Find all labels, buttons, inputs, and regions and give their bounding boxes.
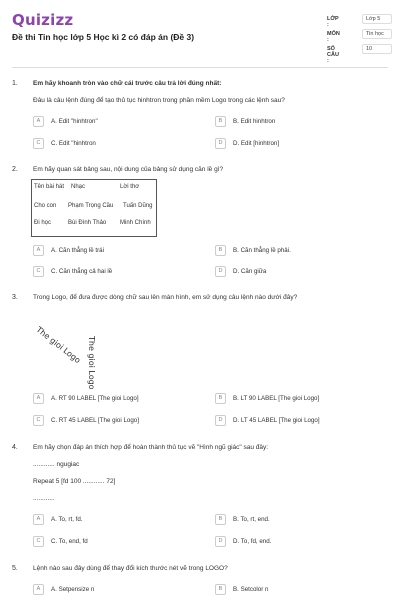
rotated-logo-text: The gioi Logo xyxy=(34,325,83,366)
option-text: C. Edit "hinhtron xyxy=(51,140,96,147)
option-4c[interactable] xyxy=(33,536,203,548)
question-number: 5. xyxy=(12,565,18,572)
option-3d[interactable] xyxy=(215,415,385,427)
option-letter-badge: D xyxy=(215,415,226,426)
option-letter-badge: A xyxy=(33,584,44,595)
code-line-1: ............ ngugiac xyxy=(33,461,80,468)
option-3a[interactable] xyxy=(33,393,203,405)
question-text: Em hãy khoanh tròn vào chữ cái trước câu trả lời đúng nhất: xyxy=(33,80,222,87)
page-header xyxy=(0,0,400,64)
table-cell: Cho con xyxy=(34,203,57,209)
option-4d[interactable] xyxy=(215,536,385,548)
option-letter-badge: C xyxy=(33,415,44,426)
question-number: 3. xyxy=(12,294,18,301)
option-text: C. Căn thẳng cả hai lề xyxy=(51,268,113,275)
rotated-logo-text-vertical: The gioi Logo xyxy=(87,336,96,390)
question-subtext: Đâu là câu lệnh đúng để tạo thủ tục hinhtron trong phần mềm Logo trong các lệnh sau? xyxy=(33,97,285,104)
class-value: Lớp 5 xyxy=(362,14,392,24)
option-letter-badge: B xyxy=(215,584,226,595)
table-cell: Lời thơ xyxy=(120,184,140,190)
option-letter-badge: A xyxy=(33,116,44,127)
option-1c[interactable] xyxy=(33,138,203,150)
question-text: Lệnh nào sau đây dùng để thay đổi kích thước nét vẽ trong LOGO? xyxy=(33,565,228,572)
question-number: 1. xyxy=(12,80,18,87)
table-cell: Phạm Trọng Cầu xyxy=(68,203,114,209)
question-number: 4. xyxy=(12,444,18,451)
option-letter-badge: D xyxy=(215,266,226,277)
quizizz-logo: Quizizz xyxy=(12,11,74,29)
alignment-table xyxy=(31,179,157,237)
option-letter-badge: A xyxy=(33,514,44,525)
header-divider xyxy=(12,67,388,68)
option-letter-badge: C xyxy=(33,536,44,547)
option-2c[interactable] xyxy=(33,266,203,278)
option-5a[interactable] xyxy=(33,584,203,596)
option-letter-badge: C xyxy=(33,266,44,277)
table-cell: Tuấn Dũng xyxy=(123,203,153,209)
question-text: Em hãy quan sát bảng sau, nội dung của bảng sử dụng căn lề gì? xyxy=(33,166,224,173)
option-3c[interactable] xyxy=(33,415,203,427)
option-text: D. LT 45 LABEL [The gioi Logo] xyxy=(233,417,320,424)
option-text: C. To, end, fd xyxy=(51,538,88,545)
option-text: B. To, rt, end. xyxy=(233,516,270,523)
code-line-2: Repeat 5 [fd 100 ............ 72] xyxy=(33,478,116,485)
option-letter-badge: D xyxy=(215,138,226,149)
option-letter-badge: A xyxy=(33,245,44,256)
option-text: A. Căn thẳng lề trái xyxy=(51,247,104,254)
option-4a[interactable] xyxy=(33,514,203,526)
option-text: A. Setpensize n xyxy=(51,586,95,593)
option-2a[interactable] xyxy=(33,245,203,257)
question-text: Em hãy chọn đáp án thích hợp để hoàn thành thủ tục vẽ "Hình ngũ giác" sau đây: xyxy=(33,444,269,451)
option-4b[interactable] xyxy=(215,514,385,526)
option-letter-badge: B xyxy=(215,393,226,404)
option-text: B. Setcolor n xyxy=(233,586,269,593)
class-label: LỚP : xyxy=(327,16,339,28)
count-label: SỐ CÂU : xyxy=(327,46,339,64)
option-1a[interactable] xyxy=(33,116,203,128)
option-3b[interactable] xyxy=(215,393,385,405)
page-title: Đề thi Tin học lớp 5 Học kì 2 có đáp án (Đề 3) xyxy=(12,32,195,42)
option-1b[interactable] xyxy=(215,116,385,128)
option-2b[interactable] xyxy=(215,245,385,257)
option-text: D. Căn giữa xyxy=(233,268,267,275)
subject-value: Tin học xyxy=(362,29,392,39)
code-line-3: ............ xyxy=(33,495,55,502)
option-2d[interactable] xyxy=(215,266,385,278)
option-letter-badge: D xyxy=(215,536,226,547)
table-cell: Bùi Đình Thảo xyxy=(68,220,107,226)
question-number: 2. xyxy=(12,166,18,173)
option-1d[interactable] xyxy=(215,138,385,150)
option-5b[interactable] xyxy=(215,584,385,596)
question-text: Trong Logo, để đưa được dòng chữ sau lên màn hình, em sử dụng câu lệnh nào dưới đây? xyxy=(33,294,298,301)
option-text: A. Edit "hinhtron" xyxy=(51,118,98,125)
option-text: A. To, rt, fd. xyxy=(51,516,83,523)
option-letter-badge: B xyxy=(215,514,226,525)
table-cell: Đi học xyxy=(34,220,52,226)
subject-label: MÔN : xyxy=(327,31,340,43)
option-text: C. RT 45 LABEL [The gioi Logo] xyxy=(51,417,139,424)
option-text: D. Edit [hinhtron] xyxy=(233,140,280,147)
count-value: 10 xyxy=(362,44,392,54)
option-letter-badge: B xyxy=(215,116,226,127)
option-text: B. Edit hinhtron xyxy=(233,118,276,125)
option-text: B. LT 90 LABEL [The gioi Logo] xyxy=(233,395,320,402)
option-text: B. Căn thẳng lề phải. xyxy=(233,247,291,254)
option-letter-badge: A xyxy=(33,393,44,404)
table-cell: Minh Chính xyxy=(120,220,151,226)
option-text: D. To, fd, end. xyxy=(233,538,272,545)
option-text: A. RT 90 LABEL [The gioi Logo] xyxy=(51,395,139,402)
option-letter-badge: B xyxy=(215,245,226,256)
table-cell: Tên bài hát xyxy=(34,184,65,190)
option-letter-badge: C xyxy=(33,138,44,149)
table-cell: Nhạc xyxy=(71,184,86,190)
